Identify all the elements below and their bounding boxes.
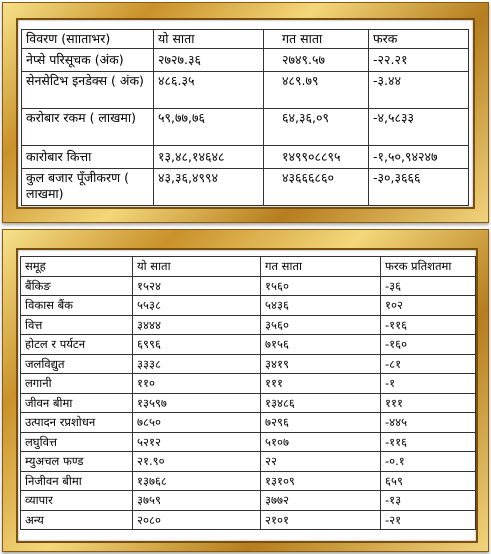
diff-value: -१,५०,९४२४७ — [369, 146, 469, 169]
diff-value: -०.१ — [381, 452, 476, 472]
last-week-value: १११ — [261, 374, 381, 394]
this-week-value: ५५३८ — [133, 296, 261, 316]
last-week-value: २२ — [261, 452, 381, 472]
diff-value: -४४५ — [381, 413, 476, 433]
this-week-value: २१.९० — [133, 452, 261, 472]
diff-value: -२१ — [381, 510, 476, 530]
diff-value: -८१ — [381, 354, 476, 374]
weekly-summary-table — [21, 29, 469, 206]
last-week-value: ५४३६ — [261, 296, 381, 316]
sector-index-table — [20, 256, 476, 530]
this-week-value: १५२४ — [133, 276, 261, 296]
this-week-value: १३७६८ — [133, 471, 261, 491]
bottom-table-panel — [18, 250, 476, 541]
this-week-value: ३४४४ — [133, 315, 261, 335]
table-row — [22, 169, 469, 206]
this-week-value: २७२७.३६ — [154, 49, 264, 72]
row-label: करोबार रकम ( लाखमा) — [22, 109, 154, 146]
table-header-row — [22, 30, 469, 49]
group-label: होटल र पर्यटन — [21, 335, 133, 355]
group-label: लगानी — [21, 374, 133, 394]
diff-value: १११ — [381, 393, 476, 413]
table-row — [21, 354, 476, 374]
group-label: जलविद्युत — [21, 354, 133, 374]
diff-value: -४,५८३३ — [369, 109, 469, 146]
table-row — [21, 374, 476, 394]
this-week-value: ३७५९ — [133, 491, 261, 511]
this-week-value: ५२१२ — [133, 432, 261, 452]
this-week-value: ५९,७७,७६ — [154, 109, 264, 146]
last-week-value: २१०१ — [261, 510, 381, 530]
last-week-value: ४८९.७९ — [264, 72, 369, 109]
last-week-value: १४९९०८८९५ — [264, 146, 369, 169]
group-label: म्युअचल फण्ड — [21, 452, 133, 472]
group-label: वित्त — [21, 315, 133, 335]
table-header-row — [21, 257, 476, 277]
diff-value: १०२ — [381, 296, 476, 316]
last-week-value: २७४९.५७ — [264, 49, 369, 72]
header-cell: विवरण (सााताभर) — [22, 30, 154, 49]
group-label: उत्पादन रप्रशोधन — [21, 413, 133, 433]
row-label: कारोबार कित्ता — [22, 146, 154, 169]
header-cell: गत साता — [264, 30, 369, 49]
diff-value: -११६ — [381, 432, 476, 452]
table-row — [21, 452, 476, 472]
table-row — [21, 510, 476, 530]
header-cell: फरक — [369, 30, 469, 49]
bottom-gold-frame — [2, 229, 489, 552]
table-row — [22, 109, 469, 146]
table-row — [21, 276, 476, 296]
table-row — [21, 491, 476, 511]
table-row — [22, 72, 469, 109]
group-label: निजीवन बीमा — [21, 471, 133, 491]
last-week-value: १३१०९ — [261, 471, 381, 491]
group-label: बैंकिङ — [21, 276, 133, 296]
this-week-value: १३५९७ — [133, 393, 261, 413]
last-week-value: ३५६० — [261, 315, 381, 335]
table-row — [22, 146, 469, 169]
top-table-panel — [18, 20, 473, 207]
last-week-value: १५६० — [261, 276, 381, 296]
table-row — [21, 296, 476, 316]
this-week-value: ७८५० — [133, 413, 261, 433]
diff-value: -२२.२१ — [369, 49, 469, 72]
diff-value: -११६ — [381, 315, 476, 335]
group-label: व्यापार — [21, 491, 133, 511]
header-cell: समूह — [21, 257, 133, 277]
diff-value: -३६ — [381, 276, 476, 296]
top-gold-frame — [2, 2, 489, 223]
this-week-value: ४३,३६,४९९४ — [154, 169, 264, 206]
row-label: कुल बजार पूँजीकरण ( लाखमा) — [22, 169, 154, 206]
header-cell: गत साता — [261, 257, 381, 277]
table-row — [21, 432, 476, 452]
last-week-value: ३४१९ — [261, 354, 381, 374]
header-cell: यो साता — [154, 30, 264, 49]
group-label: विकास बैंक — [21, 296, 133, 316]
header-cell: फरक प्रतिशतमा — [381, 257, 476, 277]
this-week-value: ४८६.३५ — [154, 72, 264, 109]
this-week-value: १३,४८,१४६४८ — [154, 146, 264, 169]
table-row — [21, 413, 476, 433]
last-week-value: ६४,३६,०९ — [264, 109, 369, 146]
this-week-value: ६९९६ — [133, 335, 261, 355]
diff-value: ६५९ — [381, 471, 476, 491]
last-week-value: १३४८६ — [261, 393, 381, 413]
table-row — [22, 49, 469, 72]
table-row — [21, 315, 476, 335]
diff-value: -१३ — [381, 491, 476, 511]
this-week-value: २०८० — [133, 510, 261, 530]
row-label: सेनसेटिभ इनडेक्स ( अंक) — [22, 72, 154, 109]
last-week-value: ७२९६ — [261, 413, 381, 433]
last-week-value: ७१५६ — [261, 335, 381, 355]
table-row — [21, 335, 476, 355]
last-week-value: ३७७२ — [261, 491, 381, 511]
diff-value: -३.४४ — [369, 72, 469, 109]
diff-value: -१६० — [381, 335, 476, 355]
row-label: नेप्से परिसूचक (अंक) — [22, 49, 154, 72]
group-label: जीवन बीमा — [21, 393, 133, 413]
table-row — [21, 393, 476, 413]
table-row — [21, 471, 476, 491]
last-week-value: ५१०७ — [261, 432, 381, 452]
this-week-value: ११० — [133, 374, 261, 394]
this-week-value: ३३३८ — [133, 354, 261, 374]
diff-value: -१ — [381, 374, 476, 394]
group-label: अन्य — [21, 510, 133, 530]
last-week-value: ४३६६६८६० — [264, 169, 369, 206]
header-cell: यो साता — [133, 257, 261, 277]
diff-value: -३०,३६६६ — [369, 169, 469, 206]
group-label: लघुवित्त — [21, 432, 133, 452]
